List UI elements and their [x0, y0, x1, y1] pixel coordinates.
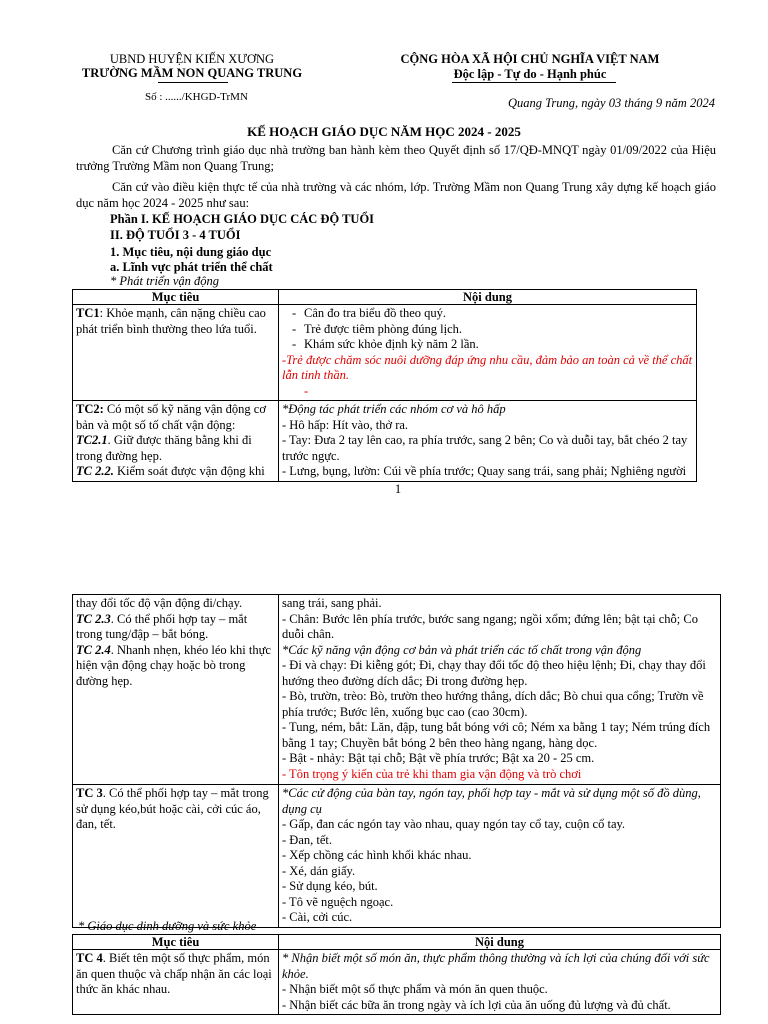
document-title: KẾ HOẠCH GIÁO DỤC NĂM HỌC 2024 - 2025: [247, 124, 521, 139]
list-item: - Cân đo tra biểu đồ theo quý.: [282, 306, 693, 322]
content-line: - Tung, ném, bắt: Lăn, đập, tung bắt bóng với cô; Ném xa bằng 1 tay; Ném trúng đích bằng 1 tay; Chuyền bắt bóng 2 bên theo hàng ngang, hàng dọc.: [282, 720, 711, 750]
goal-cell-tc2: [73, 401, 279, 482]
goals-table-page2: [72, 594, 721, 928]
goal-code: TC1: [76, 306, 100, 320]
part-heading: Phần I. KẾ HOẠCH GIÁO DỤC CÁC ĐỘ TUỔI: [110, 212, 375, 226]
content-heading: * Nhận biết một số món ăn, thực phẩm thông thường và ích lợi của chúng đối với sức khỏe.: [282, 951, 710, 981]
goal-cell-tc2-continued: [73, 595, 279, 785]
school-name: TRƯỜNG MẦM NON QUANG TRUNG: [81, 66, 303, 80]
goal-text: thay đổi tốc độ vận động đi/chạy.: [76, 596, 243, 610]
list-item: - Trẻ được tiêm phòng đúng lịch.: [282, 322, 693, 338]
content-line: - Xếp chồng các hình khối khác nhau.: [282, 848, 472, 862]
content-line: - Gấp, đan các ngón tay vào nhau, quay ngón tay cổ tay, cuộn cổ tay.: [282, 817, 626, 831]
content-cell-tc4: [279, 950, 721, 1015]
goal-cell-tc1: [73, 305, 279, 401]
content-line: - Chân: Bước lên phía trước, bước sang ngang; ngồi xổm; đứng lên; bật tại chỗ; Co duỗi chân.: [282, 611, 698, 641]
content-heading: *Các kỹ năng vận động cơ bản và phát triển các tố chất trong vận động: [282, 642, 642, 657]
goal-cell-tc4: [73, 950, 279, 1015]
date-line: Quang Trung, ngày 03 tháng 9 năm 2024: [508, 96, 715, 110]
goal-text: : Khỏe mạnh, cân nặng chiều cao phát triển bình thường theo lứa tuổi.: [76, 306, 266, 336]
intro-paragraph-2: Căn cứ vào điều kiện thực tế của nhà trường và các nhóm, lớp. Trường Mầm non Quang Trung xây dựng kế hoạch giáo dục năm học 2024 - 2025 như sau:: [76, 180, 716, 210]
content-heading: *Động tác phát triển các nhóm cơ và hô hấp: [282, 402, 506, 416]
goal-text: Kiểm soát được vận động khi: [113, 464, 265, 478]
table-row: [73, 595, 721, 785]
table-row: [73, 785, 721, 928]
goal-code: TC 2.4: [76, 642, 111, 657]
content-line: - Nhận biết một số thực phẩm và món ăn quen thuộc.: [282, 982, 548, 996]
motor-development-heading: * Phát triển vận động: [110, 274, 220, 288]
content-line: - Bật - nhảy: Bật tại chỗ; Bật về phía trước; Bật xa 20 - 25 cm.: [282, 751, 595, 765]
subsection-heading: a. Lĩnh vực phát triển thể chất: [110, 260, 273, 274]
goal-text: . Có thể phối hợp tay – mắt trong sử dụng kéo,bút hoặc cài, cởi cúc áo, đan, tết.: [76, 786, 269, 831]
goal-code: TC 2.2.: [76, 464, 114, 478]
goal-text: . Giữ được thăng bằng khi đi trong đường hẹp.: [76, 433, 252, 463]
goal-text: . Biết tên một số thực phẩm, món ăn quen thuộc và chấp nhận ăn các loại thức ăn khác nhau.: [76, 951, 272, 996]
content-line: - Đi và chạy: Đi kiễng gót; Đi, chạy thay đổi tốc độ theo hiệu lệnh; Đi, chạy thay đổi hướng theo đường dích dắc; Đi trong đường hẹp.: [282, 658, 706, 688]
section-heading: 1. Mục tiêu, nội dung giáo dục: [110, 245, 272, 259]
goal-cell-tc3: [73, 785, 279, 928]
content-cell-tc2-continued: [279, 595, 721, 785]
header-content: Nội dung: [279, 935, 721, 950]
content-line: - Sử dụng kéo, bút.: [282, 879, 378, 893]
list-item: - Khám sức khỏe định kỳ năm 2 lần.: [282, 337, 693, 353]
goal-code: TC 4: [76, 951, 103, 965]
page-number: 1: [394, 482, 402, 496]
content-line: - Bò, trườn, trèo: Bò, trườn theo hướng thẳng, dích dắc; Bò chui qua cổng; Trườn về phía trước; Bước lên, xuống bục cao (cao 30cm).: [282, 689, 704, 719]
content-line: - Xé, dán giấy.: [282, 863, 356, 878]
country-name: CỘNG HÒA XÃ HỘI CHỦ NGHĨA VIỆT NAM: [400, 52, 660, 66]
header-goal: Mục tiêu: [73, 935, 279, 950]
content-line: - Cài, cởi cúc.: [282, 910, 353, 924]
content-line-red: - Tôn trọng ý kiến của trẻ khi tham gia vận động và trò chơi: [282, 766, 582, 781]
content-cell-tc3: [279, 785, 721, 928]
content-line: - Nhận biết các bữa ăn trong ngày và ích lợi của ăn uống đủ lượng và đủ chất.: [282, 997, 671, 1012]
intro-paragraph-1: Căn cứ Chương trình giáo dục nhà trường ban hành kèm theo Quyết định số 17/QĐ-MNQT ngày 01/09/2022 của Hiệu trưởng Trường Mầm non Quang Trung;: [76, 143, 716, 173]
header-content: Nội dung: [279, 290, 697, 305]
nutrition-table: [72, 934, 721, 1015]
table-row: [73, 950, 721, 1015]
content-line: - Tay: Đưa 2 tay lên cao, ra phía trước, sang 2 bên; Co và duỗi tay, bắt chéo 2 tay trước ngực.: [282, 433, 688, 463]
table-header-row: [73, 935, 721, 950]
content-heading: *Các cử động của bàn tay, ngón tay, phối hợp tay - mắt và sử dụng một số đồ dùng, dụng cụ: [282, 786, 701, 816]
goal-code: TC2:: [76, 402, 104, 416]
content-line: sang trái, sang phải.: [282, 596, 382, 610]
header-underline-right: [452, 82, 616, 83]
content-cell-tc1: [279, 305, 697, 401]
goal-code: TC 2.3: [76, 611, 111, 626]
header-goal: Mục tiêu: [73, 290, 279, 305]
goal-text: Có một số kỹ năng vận động cơ bản và một số tố chất vận động:: [76, 402, 266, 432]
goal-code: TC2.1: [76, 433, 108, 447]
table-header-row: [73, 290, 697, 305]
goals-table-page1: [72, 289, 697, 482]
content-cell-tc2: [279, 401, 697, 482]
goal-text: . Có thể phối hợp tay – mắt trong tung/đập – bắt bóng.: [76, 611, 248, 641]
content-line: - Hô hấp: Hít vào, thở ra.: [282, 417, 409, 432]
age-heading: II. ĐỘ TUỔI 3 - 4 TUỔI: [110, 228, 241, 242]
authority-name: UBND HUYỆN KIẾN XƯƠNG: [109, 52, 275, 66]
list-item-red: -Trẻ được chăm sóc nuôi dưỡng đáp ứng nhu cầu, đảm bảo an toàn cả về thể chất lẫn tinh thần.: [282, 352, 693, 382]
table-row: [73, 305, 697, 401]
list-item-empty: -: [304, 383, 309, 398]
table-row: [73, 401, 697, 482]
content-line: - Lưng, bụng, lườn: Cúi về phía trước; Quay sang trái, sang phải; Nghiêng người: [282, 464, 687, 478]
goal-text: . Nhanh nhẹn, khéo léo khi thực hiện vận động chạy hoặc bò trong đường hẹp.: [76, 642, 271, 688]
header-underline-left: [158, 82, 228, 83]
content-line: - Đan, tết.: [282, 832, 332, 847]
content-line: - Tô vẽ nguệch ngoạc.: [282, 894, 394, 909]
goal-code: TC 3: [76, 786, 103, 800]
nutrition-heading: * Giáo dục dinh dưỡng và sức khỏe: [78, 919, 257, 933]
motto: Độc lập - Tự do - Hạnh phúc: [453, 67, 607, 81]
document-number: Số : ....../KHGD-TrMN: [145, 91, 248, 103]
